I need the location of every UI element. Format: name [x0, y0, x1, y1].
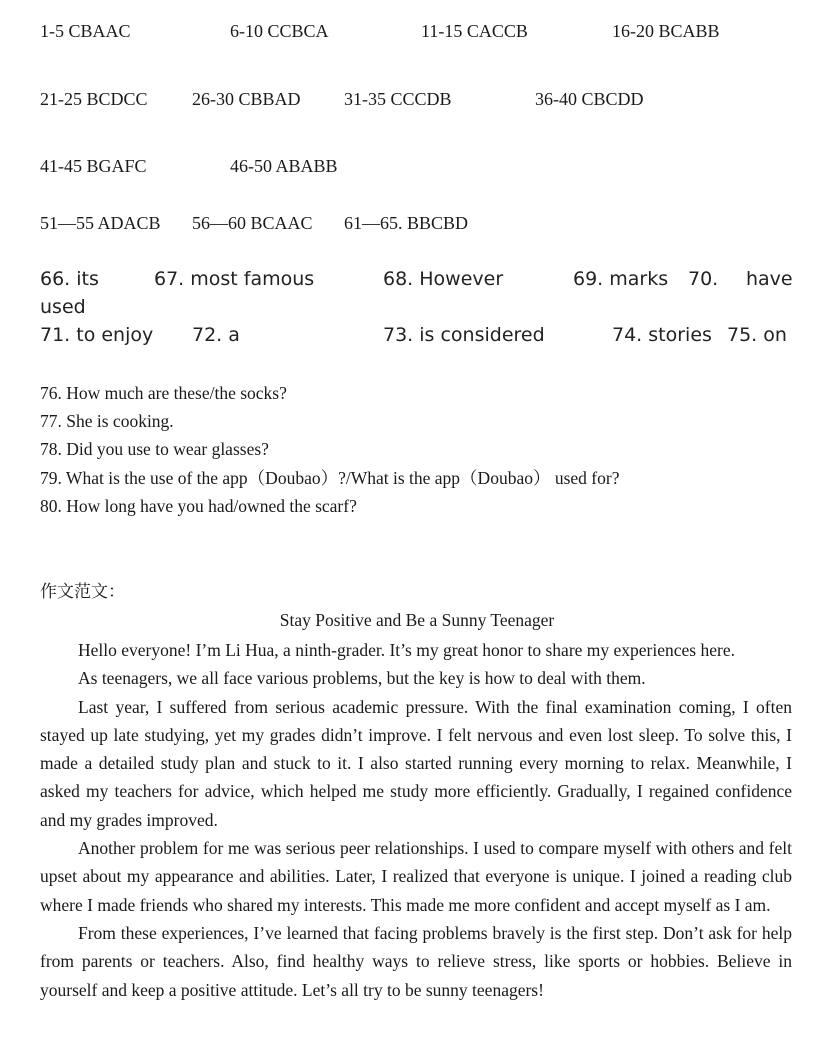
answer-78: 78. Did you use to wear glasses? — [40, 439, 269, 459]
essay-label: 作文范文： — [40, 582, 125, 601]
answer-69: 69. marks — [573, 268, 669, 290]
answer-74: 74. stories — [612, 324, 712, 346]
answer-41-45: 41-45 BGAFC — [40, 156, 147, 176]
answer-75: 75. on — [727, 324, 787, 346]
answer-71: 71. to enjoy — [40, 324, 154, 346]
answer-67: 67. most famous — [154, 268, 315, 290]
answer-31-35: 31-35 CCCDB — [344, 89, 452, 109]
essay-paragraph: From these experiences, I’ve learned that facing problems bravely is the first step. Don’t ask for help from parents or teachers. Also, find healthy ways to relieve stress, like sports or hobbies. Believe in yourself and keep a positive attitude. Let’s all try to be sunny teenagers! — [40, 922, 792, 1000]
essay-body — [40, 636, 792, 1004]
answer-70-word-used: used — [40, 296, 86, 318]
answer-36-40: 36-40 CBCDD — [535, 89, 644, 109]
essay-paragraph: Last year, I suffered from serious academic pressure. With the final examination coming, I often stayed up late studying, yet my grades didn’t improve. I felt nervous and even lost sleep. To solve this, I made a detailed study plan and stuck to it. I also started running every morning to relax. Meanwhile, I asked my teachers for advice, which helped me study more efficiently. Gradually, I regained confidence and my grades improved. — [40, 696, 792, 830]
essay-paragraph: Hello everyone! I’m Li Hua, a ninth-grader. It’s my great honor to share my experiences here. — [78, 640, 735, 660]
answer-68: 68. However — [383, 268, 504, 290]
essay-paragraph: As teenagers, we all face various problems, but the key is how to deal with them. — [78, 668, 646, 689]
answer-73: 73. is considered — [383, 324, 545, 346]
answer-66: 66. its — [40, 268, 99, 290]
answer-56-60: 56—60 BCAAC — [192, 213, 313, 233]
answer-16-20: 16-20 BCABB — [612, 21, 720, 41]
answer-79: 79. What is the use of the app（Doubao）?/What is the app（Doubao） used for? — [40, 468, 620, 488]
answer-80: 80. How long have you had/owned the scarf? — [40, 496, 357, 516]
answer-61-65: 61—65. BBCBD — [344, 213, 469, 233]
answer-72: 72. a — [192, 324, 240, 346]
answer-11-15: 11-15 CACCB — [421, 21, 528, 41]
answer-77: 77. She is cooking. — [40, 411, 174, 431]
answer-21-25: 21-25 BCDCC — [40, 89, 148, 109]
answer-1-5: 1-5 CBAAC — [40, 21, 131, 41]
answer-46-50: 46-50 ABABB — [230, 156, 338, 176]
answer-6-10: 6-10 CCBCA — [230, 21, 329, 41]
answer-51-55: 51—55 ADACB — [40, 213, 161, 233]
essay-title: Stay Positive and Be a Sunny Teenager — [279, 610, 555, 630]
answer-26-30: 26-30 CBBAD — [192, 89, 301, 109]
answer-70-number: 70. — [688, 268, 719, 290]
answer-76: 76. How much are these/the socks? — [40, 383, 287, 403]
essay-paragraph: Another problem for me was serious peer relationships. I used to compare myself with others and felt upset about my appearance and abilities. Later, I realized that everyone is unique. I joined a reading club where I made friends who shared my interests. This made me more confident and accept myself as I am. — [40, 838, 792, 915]
answer-70-word-have: have — [746, 268, 793, 290]
